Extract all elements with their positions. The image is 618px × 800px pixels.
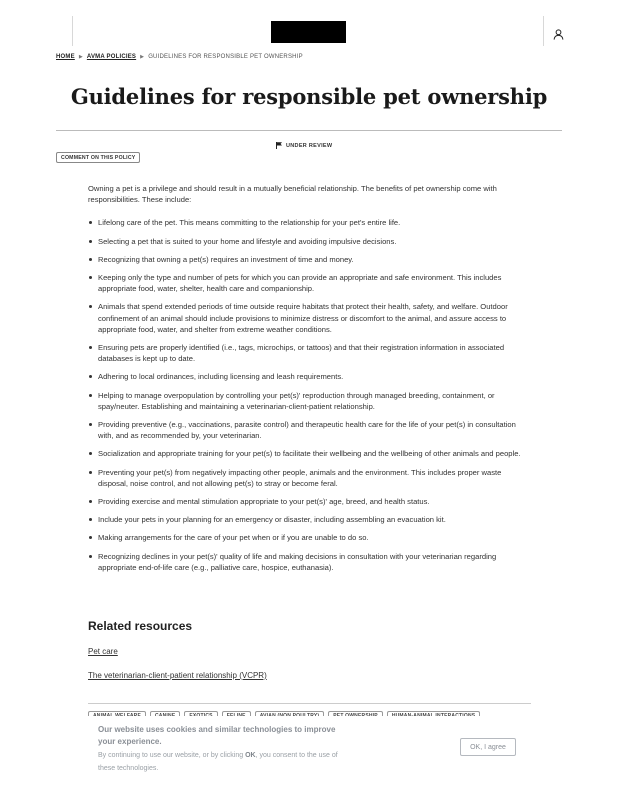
related-link-pet-care[interactable]: Pet care [88,647,118,656]
list-item: Adhering to local ordinances, including licensing and leash requirements. [88,371,532,382]
cookie-text [98,749,338,775]
breadcrumb-avma-policies[interactable]: AVMA POLICIES [86,54,137,60]
intro-paragraph: Owning a pet is a privilege and should result in a mutually beneficial relationship. The benefits of pet ownership come with responsibilities. These include: [88,184,497,205]
policy-content [88,183,532,580]
cookie-text-ok: OK [245,752,256,759]
breadcrumb-current: GUIDELINES FOR RESPONSIBLE PET OWNERSHIP [148,54,303,60]
list-item: Ensuring pets are properly identified (i.e., tags, microchips, or tattoos) and that their registration information in associated databases is kept up to date. [88,342,532,364]
list-item: Selecting a pet that is suited to your home and lifestyle and avoiding impulsive decisions. [88,236,532,247]
cookie-title: Our website uses cookies and similar technologies to improve your experience. [98,725,336,746]
tags-divider [88,703,531,704]
breadcrumb [56,54,303,60]
list-item: Providing preventive (e.g., vaccinations, parasite control) and therapeutic health care for the life of your pet(s) in consultation with, and as recommended by, your veterinarian. [88,419,532,441]
page-title: Guidelines for responsible pet ownership [70,84,548,109]
breadcrumb-separator-icon: ▶ [140,54,145,60]
list-item: Recognizing that owning a pet(s) requires an investment of time and money. [88,254,532,265]
header-divider [543,16,544,46]
list-item: Making arrangements for the care of your pet when or if you are unable to do so. [88,532,532,543]
list-item: Include your pets in your planning for an emergency or disaster, including assembling an evacuation kit. [88,514,532,525]
list-item: Lifelong care of the pet. This means committing to the relationship for your pet's entire life. [88,217,532,228]
cookie-banner [0,716,618,800]
status-badge [276,142,332,149]
status-label: UNDER REVIEW [286,142,333,149]
related-link-vcpr[interactable]: The veterinarian-client-patient relationship (VCPR) [88,671,267,680]
list-item: Helping to manage overpopulation by controlling your pet(s)' reproduction through managed breeding, containment, or spay/neuter. Establishing and maintaining a veterinarian-client-patient relationship. [88,390,532,412]
list-item: Recognizing declines in your pet(s)' quality of life and making decisions in consultation with your veterinarian regarding appropriate end-of-life care (e.g., palliative care, hospice, euthanasia). [88,551,532,573]
cookie-text-after: , you consent to the use of these technologies. [98,752,338,772]
account-button[interactable] [548,24,568,44]
user-icon [553,29,564,40]
cookie-text-before: By continuing to use our website, or by clicking [98,752,246,759]
list-item: Animals that spend extended periods of time outside require habitats that protect their health, safety, and welfare. Outdoor confinement of an animal should include provisions to minimize distress or discomfort to the animal, and assure access to appropriate food, water, and shelter from extreme weather conditions. [88,301,532,335]
header-divider [72,16,73,46]
list-item: Preventing your pet(s) from negatively impacting other people, animals and the environment. This includes proper waste disposal, noise control, and not allowing pet(s) to stray or become feral. [88,467,532,489]
responsibilities-list [88,217,532,573]
comment-on-policy-button[interactable]: COMMENT ON THIS POLICY [56,152,140,163]
title-divider [56,130,562,131]
cookie-accept-button[interactable]: OK, I agree [460,738,516,756]
related-resources-heading: Related resources [88,619,193,633]
list-item: Socialization and appropriate training for your pet(s) to facilitate their wellbeing and the wellbeing of other animals and people. [88,448,532,459]
breadcrumb-home[interactable]: HOME [56,54,75,60]
site-header [0,0,618,48]
flag-icon [276,142,282,149]
site-logo[interactable] [271,21,346,43]
list-item: Providing exercise and mental stimulation appropriate to your pet(s)' age, breed, and health status. [88,496,532,507]
list-item: Keeping only the type and number of pets for which you can provide an appropriate and safe environment. This includes appropriate food, water, shelter, health care and companionship. [88,272,532,294]
breadcrumb-separator-icon: ▶ [78,54,83,60]
